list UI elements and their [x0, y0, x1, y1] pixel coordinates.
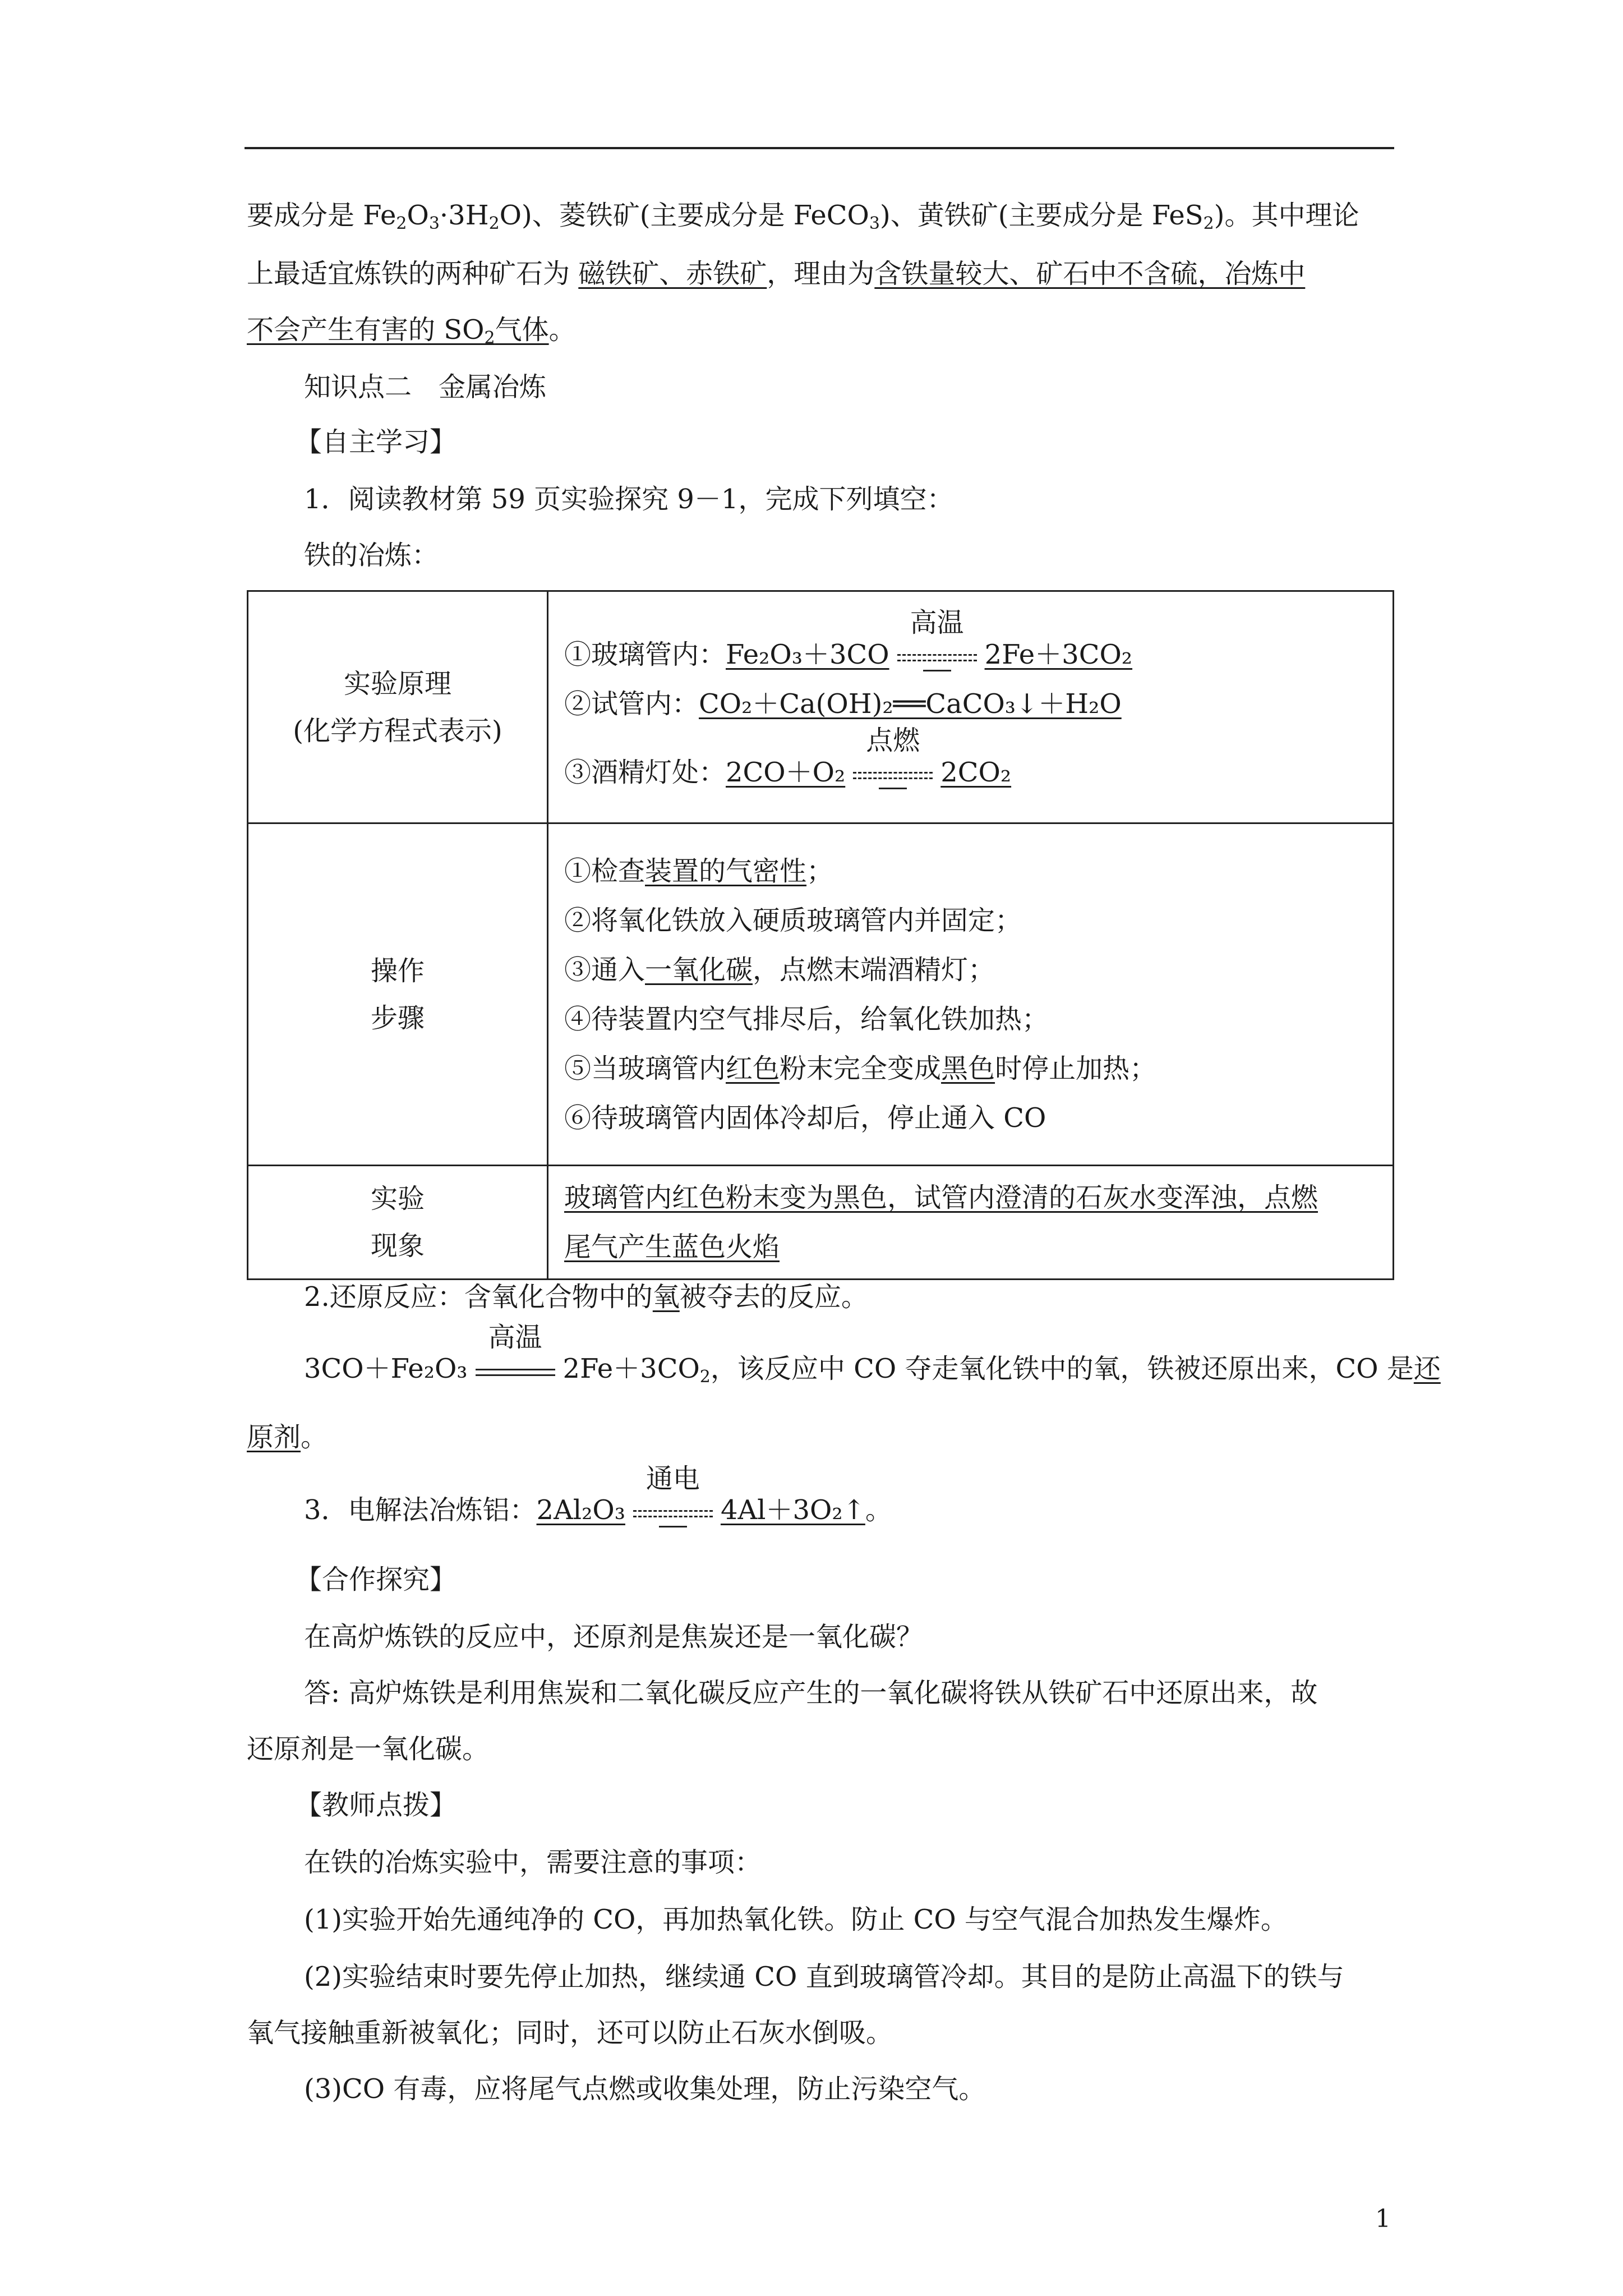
iron-smelting-title: 铁的冶炼： — [304, 540, 439, 571]
reduction-equation-cont: 原剂。 — [247, 1421, 328, 1453]
table-cell-principle — [548, 591, 1394, 823]
step-5: ⑤当玻璃管内红色粉末完全变成黑色时停止加热； — [564, 1052, 1157, 1084]
question-2: 2.还原反应：含氧化合物中的氧被夺去的反应。 — [304, 1281, 868, 1313]
table-header-steps: 操作 步骤 — [248, 823, 548, 1166]
condition-electrolysis: 通电 — [631, 1494, 715, 1530]
equation-test-tube: ②试管内：CO₂＋Ca(OH)₂══CaCO₃↓＋H₂O — [564, 688, 1122, 720]
phenomenon-line-1: 玻璃管内红色粉末变为黑色，试管内澄清的石灰水变浑浊，点燃 — [564, 1182, 1318, 1213]
table-row-principle — [248, 591, 1394, 823]
coop-heading: 【合作探究】 — [295, 1564, 457, 1595]
self-study-heading: 【自主学习】 — [295, 426, 457, 458]
equation-alcohol-lamp: ③酒精灯处：2CO＋O₂ 点燃 2CO₂ — [564, 748, 1393, 797]
condition-high-temp: 高温 — [895, 638, 979, 674]
table-row-steps — [248, 823, 1394, 1166]
intro-line-1: 要成分是 $Fe_2O_3\cdot 3H_2O$)、菱铁矿(主要成分是 FeCO$_3$)、黄铁矿(主要成分是 FeS$_2$)。其中理论 — [247, 200, 1359, 233]
note-2-line-1: (2)实验结束时要先停止加热，继续通 CO 直到玻璃管冷却。其目的是防止高温下的铁与 — [304, 1961, 1344, 1993]
teacher-intro: 在铁的冶炼实验中，需要注意的事项： — [304, 1847, 762, 1878]
step-3: ③通入一氧化碳，点燃末端酒精灯； — [564, 954, 995, 986]
coop-answer-line-1: 答: 高炉炼铁是利用焦炭和二氧化碳反应产生的一氧化碳将铁从铁矿石中还原出来，故 — [304, 1677, 1318, 1709]
coop-question: 在高炉炼铁的反应中，还原剂是焦炭还是一氧化碳？ — [304, 1621, 924, 1653]
condition-ignite: 点燃 — [851, 756, 935, 792]
step-4: ④待装置内空气排尽后，给氧化铁加热； — [564, 1003, 1049, 1035]
teacher-heading: 【教师点拨】 — [295, 1789, 457, 1821]
table-row-phenomenon — [248, 1166, 1394, 1280]
intro-line-3: 不会产生有害的 $SO_2$气体。 — [247, 314, 576, 348]
table-cell-steps — [548, 823, 1394, 1166]
question-3: 3．电解法冶炼铝：2Al₂O₃ 通电 4Al＋3O₂↑。 — [304, 1492, 892, 1530]
iron-smelting-table — [247, 590, 1394, 1280]
step-2: ②将氧化铁放入硬质玻璃管内并固定； — [564, 904, 1022, 936]
note-3: (3)CO 有毒，应将尾气点燃或收集处理，防止污染空气。 — [304, 2073, 986, 2105]
phenomenon-line-2: 尾气产生蓝色火焰 — [564, 1231, 780, 1263]
reduction-equation: 3CO＋Fe₂O₃ 高温 $2Fe+3CO_2$，该反应中 CO 夺走氧化铁中的氧，铁被还原出来，CO 是还 — [304, 1351, 1441, 1389]
note-2-line-2: 氧气接触重新被氧化；同时，还可以防止石灰水倒吸。 — [247, 2017, 893, 2049]
condition-high-temp-2: 高温 — [473, 1353, 557, 1389]
header-rule — [245, 147, 1394, 149]
table-header-principle: 实验原理 (化学方程式表示) — [248, 591, 548, 823]
section2-title: 知识点二 金属冶炼 — [304, 371, 547, 403]
table-cell-phenomenon — [548, 1166, 1394, 1280]
question-1: 1．阅读教材第 59 页实验探究 9－1，完成下列填空： — [304, 484, 954, 515]
intro-line-2: 上最适宜炼铁的两种矿石为 磁铁矿、赤铁矿，理由为含铁量较大、矿石中不含硫，冶炼中 — [247, 258, 1306, 289]
page-number: 1 — [1375, 2205, 1391, 2233]
step-6: ⑥待玻璃管内固体冷却后，停止通入 CO — [564, 1102, 1046, 1134]
note-1: (1)实验开始先通纯净的 CO，再加热氧化铁。防止 CO 与空气混合加热发生爆炸。 — [304, 1904, 1288, 1935]
coop-answer-line-2: 还原剂是一氧化碳。 — [247, 1733, 490, 1765]
answer-reason-cont: 不会产生有害的 $SO_2$气体 — [247, 314, 549, 348]
table-header-phenomenon: 实验 现象 — [248, 1166, 548, 1280]
answer-reason: 含铁量较大、矿石中不含硫，冶炼中 — [874, 258, 1306, 289]
step-1: ①检查装置的气密性； — [564, 855, 834, 887]
answer-ores: 磁铁矿、赤铁矿 — [578, 258, 767, 289]
equation-glass-tube: ①玻璃管内：Fe₂O₃＋3CO 高温 2Fe＋3CO₂ — [564, 630, 1393, 679]
